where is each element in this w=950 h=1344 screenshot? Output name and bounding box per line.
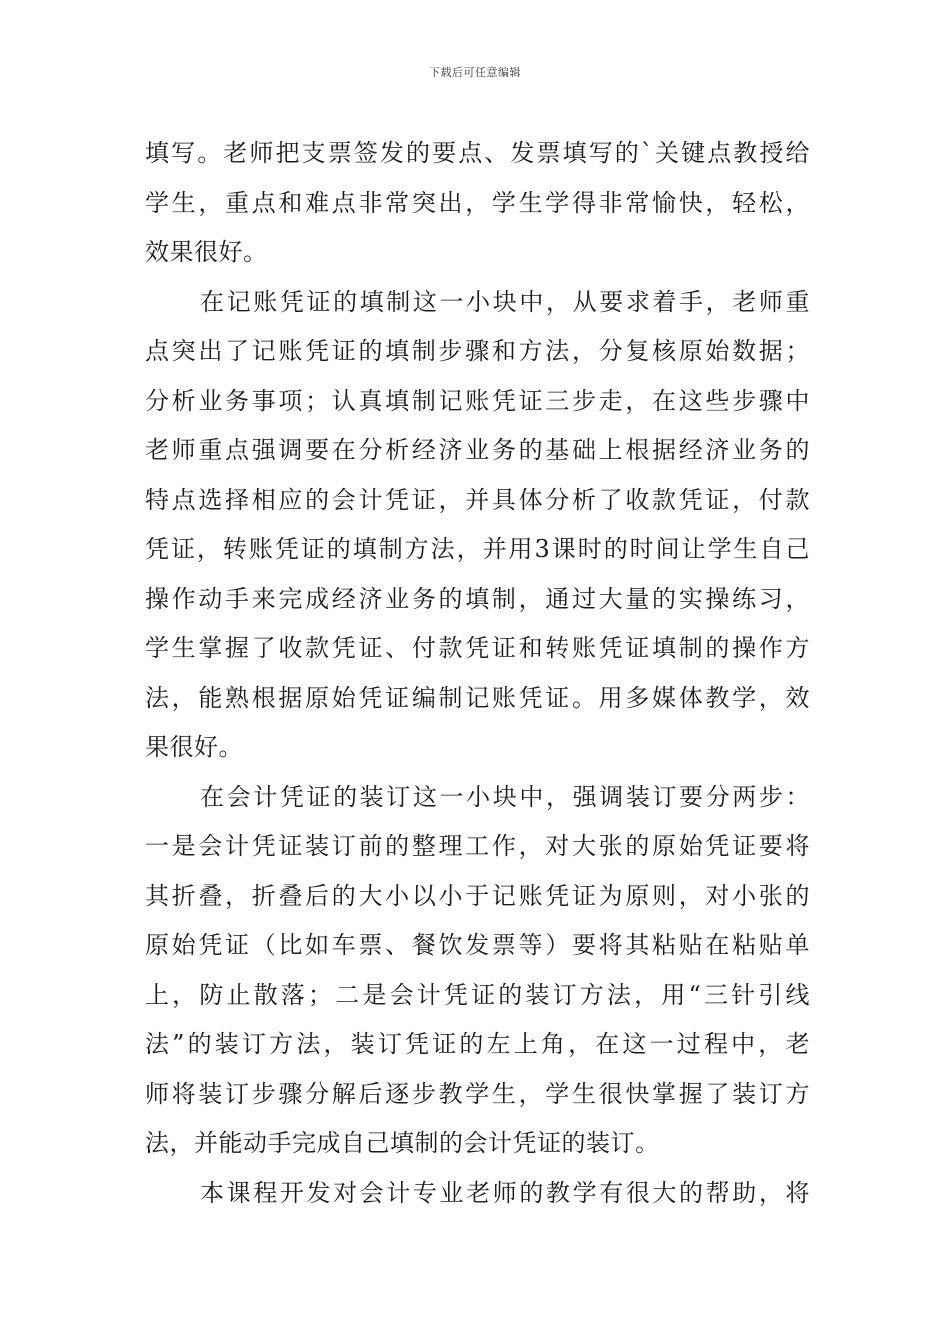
text-line: 法，能熟根据原始凭证编制记账凭证。用多媒体教学，效 — [145, 683, 810, 712]
text-line: 师将装订步骤分解后逐步教学生，学生很快掌握了装订方 — [145, 1079, 810, 1108]
text-line: 其折叠，折叠后的大小以小于记账凭证为原则，对小张的 — [145, 881, 810, 910]
paragraph-4 — [145, 1169, 810, 1219]
text-line: 法，并能动手完成自己填制的会计凭证的装订。 — [145, 1129, 660, 1157]
text-line: 效果很好。 — [145, 238, 268, 266]
text-line: 分析业务事项；认真填制记账凭证三步走，在这些步骤中 — [145, 386, 810, 415]
paragraph-3 — [145, 773, 810, 1169]
text-line: 原始凭证（比如车票、餐饮发票等）要将其粘贴在粘贴单 — [145, 931, 810, 959]
text-line: 操作动手来完成经济业务的填制，通过大量的实操练习， — [145, 584, 810, 613]
paragraph-2 — [145, 278, 810, 773]
paragraph-1 — [145, 129, 810, 278]
text-line: 点突出了记账凭证的填制步骤和方法，分复核原始数据； — [145, 337, 810, 365]
text-line: 一是会计凭证装订前的整理工作，对大张的原始凭证要将 — [145, 832, 810, 860]
text-line: 在记账凭证的填制这一小块中，从要求着手，老师重 — [200, 287, 810, 316]
text-line: 果很好。 — [145, 733, 243, 761]
text-line: 特点选择相应的会计凭证，并具体分析了收款凭证，付款 — [145, 485, 810, 514]
document-body — [145, 129, 810, 1218]
text-line: 上，防止散落；二是会计凭证的装订方法，用“三针引线 — [145, 980, 810, 1009]
page-header-note: 下载后可任意编辑 — [429, 66, 521, 79]
text-line: 在会计凭证的装订这一小块中，强调装订要分两步： — [200, 782, 810, 811]
text-line: 老师重点强调要在分析经济业务的基础上根据经济业务的 — [145, 436, 810, 464]
text-line: 本课程开发对会计专业老师的教学有很大的帮助，将 — [200, 1178, 810, 1207]
text-line: 凭证，转账凭证的填制方法，并用3课时的时间让学生自己 — [145, 535, 810, 563]
text-line: 填写。老师把支票签发的要点、发票填写的`关键点教授给 — [145, 139, 810, 167]
text-line: 学生掌握了收款凭证、付款凭证和转账凭证填制的操作方 — [145, 634, 810, 662]
text-line: 学生，重点和难点非常突出，学生学得非常愉快，轻松， — [145, 188, 810, 217]
text-line: 法”的装订方法，装订凭证的左上角，在这一过程中，老 — [145, 1030, 810, 1058]
